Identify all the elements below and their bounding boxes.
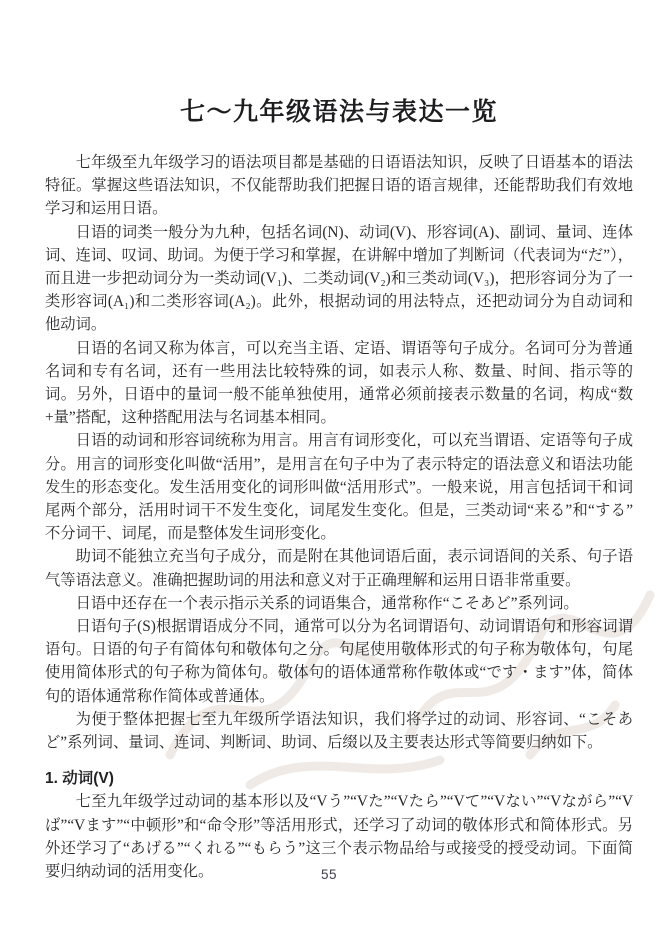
section-paragraph-verbs: 七至九年级学过动词的基本形以及“Vう”“Vた”“Vたら”“Vて”“Vない”“Vながら”“Vば”“Vます”“中顿形”和“命令形”等活用形式，还学习了动词的敬体形式和简体形式。另外还学习了“あげる”“くれる”“もらう”这三个表示物品给与或接受的授受动词。下面简要归纳动词的活用变化。 [45,793,633,881]
intro-paragraph-2: 日语的词类一般分为九种，包括名词(N)、动词(V)、形容词(A)、副词、量词、连体词、连词、叹词、助词。为便于学习和掌握，在讲解中增加了判断词（代表词为“だ”），而且进一步把动词分为一类动词(V₁)、二类动词(V₂)和三类动词(V₃)，把形容词分为了一类形容词(A₁)和二类形容词(A₂)。此外，根据动词的用法特点，还把动词分为自动词和他动词。 [45,223,633,334]
section-heading-verbs: 1. 动词(V) [45,770,114,788]
intro-paragraph-7: 日语句子(S)根据谓语成分不同，通常可以分为名词谓语句、动词谓语句和形容词谓语句。日语的句子有简体句和敬体句之分。句尾使用敬体形式的句子称为敬体句，句尾使用简体形式的句子称为简体句。敬体句的语体通常称作敬体或“です・ます”体，简体句的语体通常称作简体或普通体。 [45,618,633,705]
intro-paragraph-1: 七年级至九年级学习的语法项目都是基础的日语语法知识，反映了日语基本的语法特征。掌握这些语法知识，不仅能帮助我们把握日语的语言规律，还能帮助我们有效地学习和运用日语。 [45,154,633,218]
page-number: 55 [320,867,338,882]
intro-paragraph-3: 日语的名词又称为体言，可以充当主语、定语、谓语等句子成分。名词可分为普通名词和专有名词，还有一些用法比较特殊的词，如表示人称、数量、时间、指示等的词。另外，日语中的量词一般不能单独使用，通常必须前接表示数量的名词，构成“数+量”搭配，这种搭配用法与名词基本相同。 [45,339,633,427]
page-title: 七～九年级语法与表达一览 [179,98,498,126]
intro-paragraph-8: 为便于整体把握七至九年级所学语法知识，我们将学过的动词、形容词、“こそあど”系列词、量词、连词、判断词、助词、后缀以及主要表达形式等简要归纳如下。 [45,710,633,752]
intro-paragraph-4: 日语的动词和形容词统称为用言。用言有词形变化，可以充当谓语、定语等句子成分。用言的词形变化叫做“活用”，是用言在句子中为了表示特定的语法意义和语法功能发生的形态变化。发生活用变化的词形叫做“活用形式”。一般来说，用言包括词干和词尾两个部分，活用时词干不发生变化，词尾发生变化。但是，三类动词“来る”和“する”不分词干、词尾，而是整体发生词形变化。 [45,432,633,543]
intro-paragraph-6: 日语中还存在一个表示指示关系的词语集合，通常称作“こそあど”系列词。 [75,594,579,612]
intro-paragraph-5: 助词不能独立充当句子成分，而是附在其他词语后面，表示词语间的关系、句子语气等语法意义。准确把握助词的用法和意义对于正确理解和运用日语非常重要。 [45,548,633,589]
page-content [45,0,633,883]
